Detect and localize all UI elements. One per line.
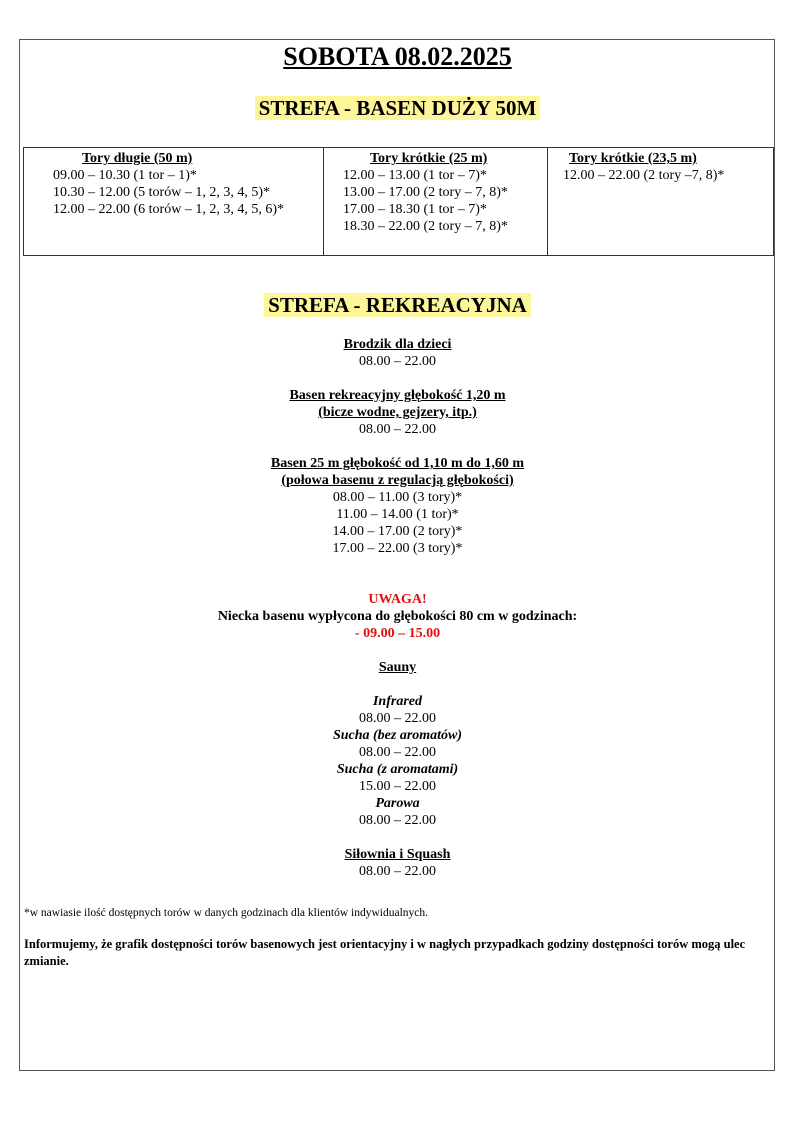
gym-hours: 08.00 – 22.00 <box>359 864 436 879</box>
lanes-short235-header: Tory krótkie (23,5 m) <box>569 151 697 166</box>
basen-rek-hours: 08.00 – 22.00 <box>359 422 436 437</box>
page-title: SOBOTA 08.02.2025 <box>283 42 512 71</box>
lanes-short235-row: 12.00 – 22.00 (2 tory –7, 8)* <box>563 168 725 183</box>
sauna-name: Parowa <box>375 796 420 811</box>
basen-rek-title: Basen rekreacyjny głębokość 1,20 m <box>289 388 506 403</box>
sauna-hours: 15.00 – 22.00 <box>359 779 436 794</box>
lanes-long-cell <box>24 148 324 256</box>
sauna-hours: 08.00 – 22.00 <box>359 711 436 726</box>
sauna-name: Sucha (z aromatami) <box>336 762 459 777</box>
basen25-row: 11.00 – 14.00 (1 tor)* <box>336 507 459 522</box>
basen25-subtitle: (połowa basenu z regulacją głębokości) <box>281 473 514 488</box>
lanes-long-row: 09.00 – 10.30 (1 tor – 1)* <box>53 168 197 183</box>
recreation-section <box>0 336 795 880</box>
lanes-table <box>23 147 774 256</box>
brodzik-hours: 08.00 – 22.00 <box>359 354 436 369</box>
warning-text: Niecka basenu wypłycona do głębokości 80 cm w godzinach: <box>217 609 578 624</box>
lanes-short25-row: 18.30 – 22.00 (2 tory – 7, 8)* <box>343 219 508 234</box>
brodzik-title: Brodzik dla dzieci <box>343 337 452 352</box>
zone-pool-label: STREFA - BASEN DUŻY 50M <box>255 96 541 120</box>
sauna-name: Infrared <box>372 694 422 709</box>
basen25-row: 17.00 – 22.00 (3 tory)* <box>332 541 463 556</box>
basen25-title: Basen 25 m głębokość od 1,10 m do 1,60 m <box>270 456 525 471</box>
zone-recreation-heading <box>0 293 795 318</box>
notice: Informujemy, że grafik dostępności torów basenowych jest orientacyjny i w nagłych przypadkach godziny dostępności torów mogą ulec zmianie. <box>24 937 746 968</box>
warning-label: UWAGA! <box>368 592 427 607</box>
footnote: *w nawiasie ilość dostępnych torów w danych godzinach dla klientów indywidualnych. <box>24 907 429 919</box>
zone-pool-heading <box>0 96 795 121</box>
lanes-short25-header: Tory krótkie (25 m) <box>370 151 488 166</box>
lanes-short25-row: 17.00 – 18.30 (1 tor – 7)* <box>343 202 487 217</box>
sauna-hours: 08.00 – 22.00 <box>359 813 436 828</box>
lanes-long-row: 12.00 – 22.00 (6 torów – 1, 2, 3, 4, 5, 6)* <box>53 202 284 217</box>
lanes-long-header: Tory długie (50 m) <box>82 151 193 166</box>
basen25-row: 08.00 – 11.00 (3 tory)* <box>332 490 463 505</box>
sauny-title: Sauny <box>378 660 417 675</box>
lanes-short25-row: 13.00 – 17.00 (2 tory – 7, 8)* <box>343 185 508 200</box>
lanes-long-row: 10.30 – 12.00 (5 torów – 1, 2, 3, 4, 5)* <box>53 185 270 200</box>
lanes-short25-row: 12.00 – 13.00 (1 tor – 7)* <box>343 168 487 183</box>
basen25-row: 14.00 – 17.00 (2 tory)* <box>332 524 463 539</box>
lanes-short235-cell <box>548 148 774 256</box>
sauna-name: Sucha (bez aromatów) <box>332 728 463 743</box>
warning-hours: - 09.00 – 15.00 <box>354 626 441 641</box>
sauna-hours: 08.00 – 22.00 <box>359 745 436 760</box>
basen-rek-subtitle: (bicze wodne, gejzery, itp.) <box>318 405 477 420</box>
lanes-short25-cell <box>324 148 548 256</box>
zone-recreation-label: STREFA - REKREACYJNA <box>264 293 531 317</box>
gym-title: Siłownia i Squash <box>344 847 451 862</box>
